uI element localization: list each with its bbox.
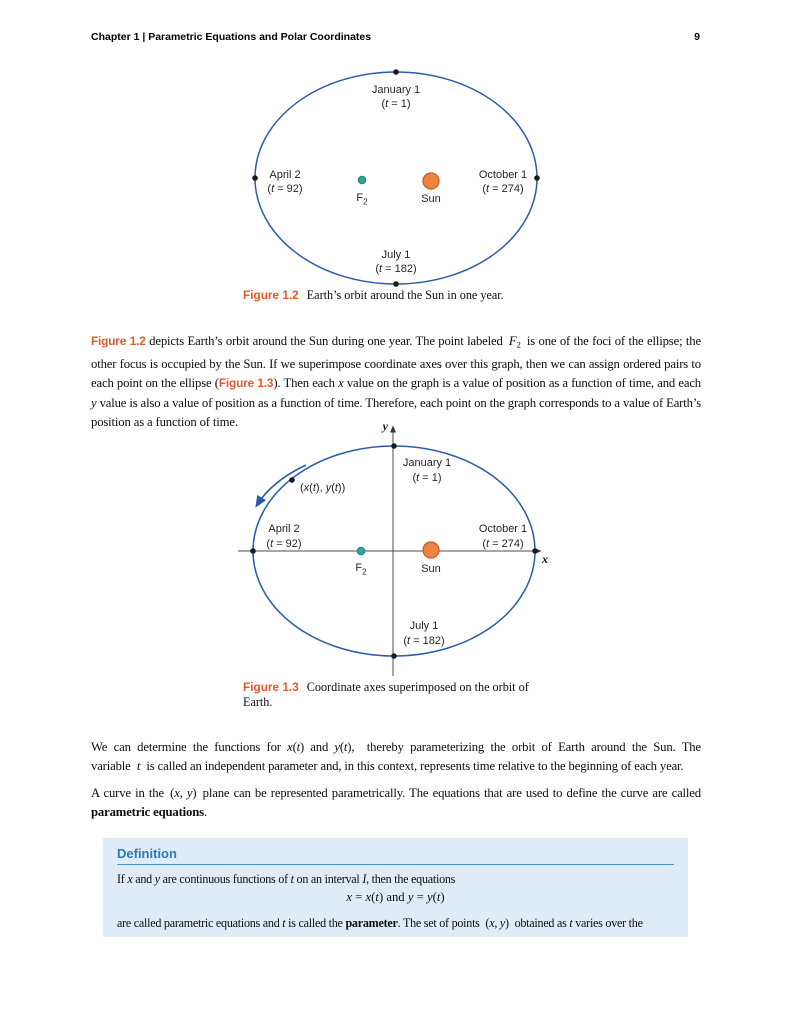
text-segment: ) plane can be represented parametrically. The equations that are used to define the curve are called [192, 786, 701, 800]
text-segment: ( [432, 890, 437, 904]
paragraph-parameterization [91, 738, 701, 777]
text-segment: y [186, 786, 193, 800]
page-header [91, 31, 700, 43]
october-label: October 1 [478, 523, 528, 535]
text-segment: ( [292, 740, 297, 754]
f2-letter: F [355, 562, 363, 574]
text-segment: t [312, 482, 316, 494]
text-segment: , [179, 786, 187, 800]
january-t-label [381, 98, 410, 110]
text-segment: . [203, 805, 207, 820]
definition-rule [117, 864, 674, 865]
figure-1-2-caption [243, 288, 504, 303]
october-point [534, 175, 540, 181]
text-segment: on an interval [293, 872, 363, 886]
text-segment: t [407, 635, 411, 647]
january-point [391, 443, 397, 449]
paragraph-parametric-curve [91, 784, 701, 823]
definition-box [103, 838, 688, 937]
text-segment: t [375, 890, 379, 904]
text-segment: are called parametric equations and [117, 916, 283, 930]
figure-1-2-caption-label: Figure 1.2 [243, 288, 299, 302]
figure-1-2-orbit-diagram [240, 60, 560, 302]
text-segment: x [303, 482, 310, 494]
text-segment: ), thereby parameterizing the orbit of Earth around the Sun. The variable [91, 740, 701, 774]
text-segment: = 182) [382, 263, 417, 275]
page-number: 9 [694, 31, 700, 43]
text-segment: y [407, 890, 414, 904]
text-segment: = [413, 890, 427, 904]
text-segment: ) and [378, 890, 408, 904]
text-segment: x [338, 376, 344, 391]
january-label: January 1 [402, 457, 452, 469]
april-label: April 2 [269, 169, 301, 181]
text-segment: = 1) [388, 98, 411, 110]
text-segment: = 92) [274, 183, 303, 195]
text-segment: F [508, 334, 517, 348]
figure-1-3-caption [243, 680, 539, 709]
text-segment: , [494, 916, 500, 930]
text-segment: t [343, 740, 348, 754]
july-point [393, 281, 399, 287]
text-segment: = 182) [410, 635, 445, 647]
focus-f2-dot [357, 547, 365, 555]
f2-label [356, 192, 368, 207]
definition-line-2 [117, 916, 674, 931]
october-label: October 1 [478, 169, 528, 181]
text-segment: y [91, 395, 97, 410]
april-point [250, 548, 256, 554]
sun-circle [423, 542, 439, 558]
april-label: April 2 [268, 523, 300, 535]
text-segment: t [486, 183, 490, 195]
text-segment: and [132, 872, 155, 886]
text-segment: ( [403, 635, 408, 647]
october-t-label [482, 538, 523, 550]
moving-point [289, 477, 295, 483]
text-segment: = 274) [489, 183, 524, 195]
sun-circle [423, 173, 439, 189]
july-point [391, 653, 397, 659]
text-segment: t [436, 890, 441, 904]
figure-1-3-caption-label: Figure 1.3 [243, 680, 299, 694]
april-point [252, 175, 258, 181]
f2-subscript: 2 [363, 197, 368, 207]
text-segment: parametric equations [91, 805, 204, 820]
text-segment: ( [300, 482, 304, 494]
text-segment: t [282, 916, 286, 930]
sun-label: Sun [421, 563, 441, 575]
july-label: July 1 [409, 620, 439, 632]
figure-1-3-orbit-axes-diagram [240, 415, 560, 680]
text-segment: y [334, 740, 340, 754]
x-axis-label: x [542, 552, 548, 566]
july-label: July 1 [381, 249, 411, 261]
text-segment: = 1) [419, 472, 442, 484]
text-segment: value on the graph is a value of position as a function of time, and each [343, 376, 701, 391]
f2-subscript: 2 [362, 567, 367, 577]
y-axis-label: y [382, 419, 388, 433]
october-point [532, 548, 538, 554]
text-segment: x [489, 916, 495, 930]
october-t-label [482, 183, 523, 195]
text-segment: Figure 1.2 [91, 334, 146, 348]
text-segment: ( [371, 890, 376, 904]
text-segment: t [334, 482, 338, 494]
text-segment: ( [267, 183, 272, 195]
january-t-label [412, 472, 441, 484]
text-segment: depicts Earth’s orbit around the Sun during one year. The point labeled [145, 334, 509, 348]
f2-label [355, 562, 367, 577]
text-segment: ). Then each [273, 376, 339, 391]
text-segment: . The set of points ( [397, 916, 490, 930]
text-segment: ), [315, 482, 326, 494]
text-segment: ( [266, 538, 271, 550]
text-segment: ( [482, 538, 487, 550]
text-segment: y [154, 872, 160, 886]
text-segment: x [287, 740, 293, 754]
text-segment: t [416, 472, 420, 484]
text-segment: y [499, 916, 506, 930]
text-segment: value is also a value of position as a function of time. Therefore, each point on the graph corresponds to a value of Earth’s position as a function of time. [91, 395, 701, 430]
definition-equation [117, 890, 674, 905]
text-segment: A curve in the ( [91, 786, 175, 800]
text-segment: Figure 1.3 [218, 376, 274, 391]
moving-point-label [300, 482, 345, 494]
text-segment: If [117, 872, 128, 886]
text-segment: t [486, 538, 490, 550]
text-segment: = 92) [273, 538, 302, 550]
text-segment: y [325, 482, 332, 494]
april-t-label [266, 538, 301, 550]
text-segment: ( [381, 98, 386, 110]
text-segment: x [174, 786, 180, 800]
text-segment: ( [309, 482, 313, 494]
definition-line-1 [117, 872, 674, 887]
text-segment: parameter [345, 916, 398, 930]
july-t-label [375, 263, 416, 275]
text-segment: x [346, 890, 353, 904]
text-segment: I [362, 872, 367, 886]
text-segment: ( [375, 263, 380, 275]
text-segment: ) [440, 890, 445, 904]
text-segment: x [365, 890, 372, 904]
text-segment: , then the equations [366, 872, 456, 886]
text-segment: ( [331, 482, 335, 494]
text-segment: ) and [300, 740, 335, 754]
text-segment: is called the [285, 916, 346, 930]
text-segment: t [136, 759, 141, 774]
text-segment: )) [337, 482, 346, 494]
april-t-label [267, 183, 302, 195]
definition-title: Definition [117, 846, 177, 861]
january-point [393, 69, 399, 75]
text-segment: t [385, 98, 389, 110]
sun-label: Sun [421, 193, 441, 205]
text-segment: ( [339, 740, 344, 754]
text-segment: ( [412, 472, 417, 484]
orbit-direction-arrow [257, 465, 306, 505]
text-segment: t [379, 263, 383, 275]
focus-f2-dot [358, 176, 366, 184]
f2-letter: F [356, 192, 364, 204]
text-segment: t [290, 872, 294, 886]
text-segment: t [296, 740, 301, 754]
text-segment: t [271, 183, 275, 195]
figure-1-3-caption-text: Coordinate axes superimposed on the orbit of Earth. [243, 680, 529, 709]
text-segment: t [569, 916, 573, 930]
text-segment: varies over the [572, 916, 643, 930]
chapter-title: Chapter 1 | Parametric Equations and Polar Coordinates [91, 31, 372, 43]
january-label: January 1 [371, 84, 421, 96]
text-segment: t [270, 538, 274, 550]
text-segment: We can determine the functions for [91, 740, 288, 754]
text-segment: is one of the foci of the ellipse; the other focus is occupied by the Sun. If we superimpose coordinate axes over this graph, then we can assign ordered pairs to each point on the ellipse ( [91, 334, 701, 391]
text-segment: y [426, 890, 433, 904]
text-segment: is called an independent parameter and, in this context, represents time relative to the beginning of each year. [140, 759, 684, 774]
figure-1-2-caption-text: Earth’s orbit around the Sun in one year. [306, 288, 504, 302]
text-segment: ( [482, 183, 487, 195]
text-segment: ) obtained as [505, 916, 570, 930]
text-segment: = [352, 890, 366, 904]
text-segment: 2 [516, 339, 521, 350]
text-segment: are continuous functions of [159, 872, 291, 886]
text-segment: x [127, 872, 133, 886]
text-segment: = 274) [489, 538, 524, 550]
july-t-label [403, 635, 444, 647]
